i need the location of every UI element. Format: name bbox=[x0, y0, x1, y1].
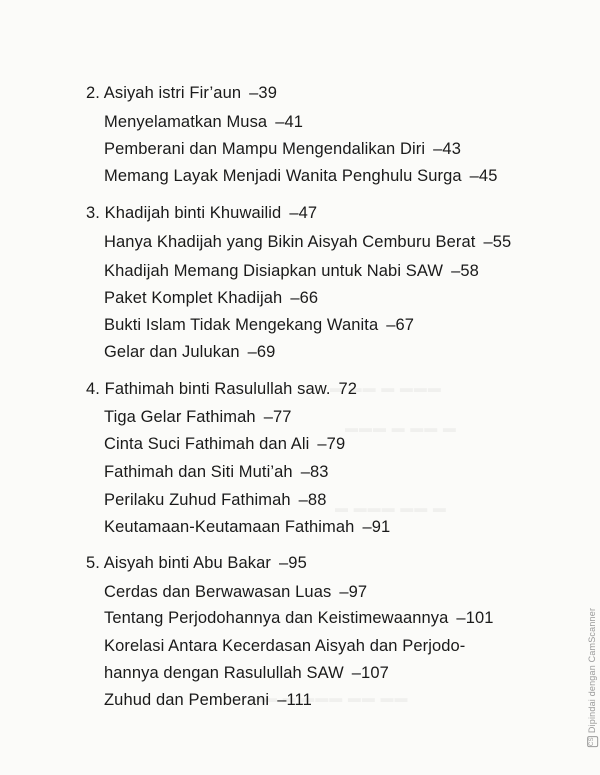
entry-page-number: –83 bbox=[300, 463, 329, 481]
toc-entry bbox=[104, 491, 327, 510]
entry-title: Menyelamatkan Musa bbox=[104, 113, 268, 131]
toc-entry bbox=[104, 609, 494, 628]
entry-title: Hanya Khadijah yang Bikin Aisyah Cemburu Berat bbox=[104, 233, 476, 251]
toc-entry bbox=[104, 664, 389, 683]
watermark-text: Dipindai dengan CamScanner bbox=[586, 607, 597, 733]
entry-page-number: –91 bbox=[362, 518, 391, 536]
chapter-heading bbox=[86, 380, 357, 399]
camscanner-logo-icon: CS bbox=[587, 736, 598, 747]
toc-entry bbox=[104, 583, 367, 602]
chapter-page-number: 72 bbox=[338, 380, 358, 398]
entry-page-number: –66 bbox=[290, 289, 319, 307]
entry-title: Khadijah Memang Disiapkan untuk Nabi SAW bbox=[104, 262, 444, 280]
chapter-title: 5. Aisyah binti Abu Bakar bbox=[86, 554, 272, 572]
toc-entry bbox=[104, 289, 318, 308]
toc-entry bbox=[104, 691, 312, 710]
toc-entry bbox=[104, 140, 461, 159]
entry-title: Bukti Islam Tidak Mengekang Wanita bbox=[104, 316, 379, 334]
entry-page-number: –88 bbox=[298, 491, 327, 509]
chapter-heading bbox=[86, 554, 307, 573]
entry-title: Pemberani dan Mampu Mengendalikan Diri bbox=[104, 140, 426, 158]
entry-page-number: –77 bbox=[263, 408, 292, 426]
chapter-title: 3. Khadijah binti Khuwailid bbox=[86, 204, 282, 222]
toc-entry bbox=[104, 316, 414, 335]
bleed-through-texture bbox=[345, 420, 457, 435]
entry-title: Gelar dan Julukan bbox=[104, 343, 240, 361]
entry-title: Memang Layak Menjadi Wanita Penghulu Surga bbox=[104, 167, 462, 185]
entry-page-number: –79 bbox=[317, 435, 346, 453]
chapter-title: 4. Fathimah binti Rasulullah saw. bbox=[86, 380, 331, 398]
toc-entry bbox=[104, 343, 275, 362]
entry-title: Cerdas dan Berwawasan Luas bbox=[104, 583, 332, 601]
entry-title: Paket Komplet Khadijah bbox=[104, 289, 283, 307]
entry-title: Perilaku Zuhud Fathimah bbox=[104, 491, 291, 509]
toc-entry bbox=[104, 408, 292, 427]
scanner-watermark bbox=[587, 608, 598, 747]
entry-page-number: –45 bbox=[469, 167, 498, 185]
toc-entry bbox=[104, 167, 497, 186]
toc-entry bbox=[104, 518, 390, 537]
toc-entry bbox=[104, 233, 511, 252]
entry-page-number: –55 bbox=[483, 233, 512, 251]
entry-title: Fathimah dan Siti Muti’ah bbox=[104, 463, 293, 481]
entry-page-number: –107 bbox=[351, 664, 389, 682]
chapter-heading bbox=[86, 84, 277, 103]
entry-title: Zuhud dan Pemberani bbox=[104, 691, 270, 709]
entry-page-number: –67 bbox=[386, 316, 415, 334]
toc-entry bbox=[104, 113, 303, 132]
toc-entry bbox=[104, 262, 479, 281]
entry-page-number: –111 bbox=[277, 691, 312, 709]
toc-entry bbox=[104, 463, 329, 482]
entry-page-number: –58 bbox=[451, 262, 479, 280]
entry-page-number: –43 bbox=[433, 140, 461, 158]
entry-page-number: –41 bbox=[275, 113, 304, 131]
entry-title: Korelasi Antara Kecerdasan Aisyah dan Perjodo- bbox=[104, 637, 466, 655]
toc-entry bbox=[104, 435, 345, 454]
chapter-heading bbox=[86, 204, 317, 223]
entry-title: Tiga Gelar Fathimah bbox=[104, 408, 256, 426]
entry-page-number: –69 bbox=[247, 343, 276, 361]
entry-title: Keutamaan-Keutamaan Fathimah bbox=[104, 518, 355, 536]
chapter-page-number: –95 bbox=[279, 554, 307, 572]
entry-page-number: –101 bbox=[456, 609, 494, 627]
bleed-through-texture bbox=[335, 500, 447, 515]
chapter-page-number: –39 bbox=[249, 84, 277, 102]
entry-title: Tentang Perjodohannya dan Keistimewaannya bbox=[104, 609, 449, 627]
entry-title: hannya dengan Rasulullah SAW bbox=[104, 664, 344, 682]
entry-title: Cinta Suci Fathimah dan Ali bbox=[104, 435, 310, 453]
entry-page-number: –97 bbox=[339, 583, 368, 601]
chapter-page-number: –47 bbox=[289, 204, 318, 222]
toc-entry bbox=[104, 637, 473, 656]
chapter-title: 2. Asiyah istri Fir’aun bbox=[86, 84, 242, 102]
